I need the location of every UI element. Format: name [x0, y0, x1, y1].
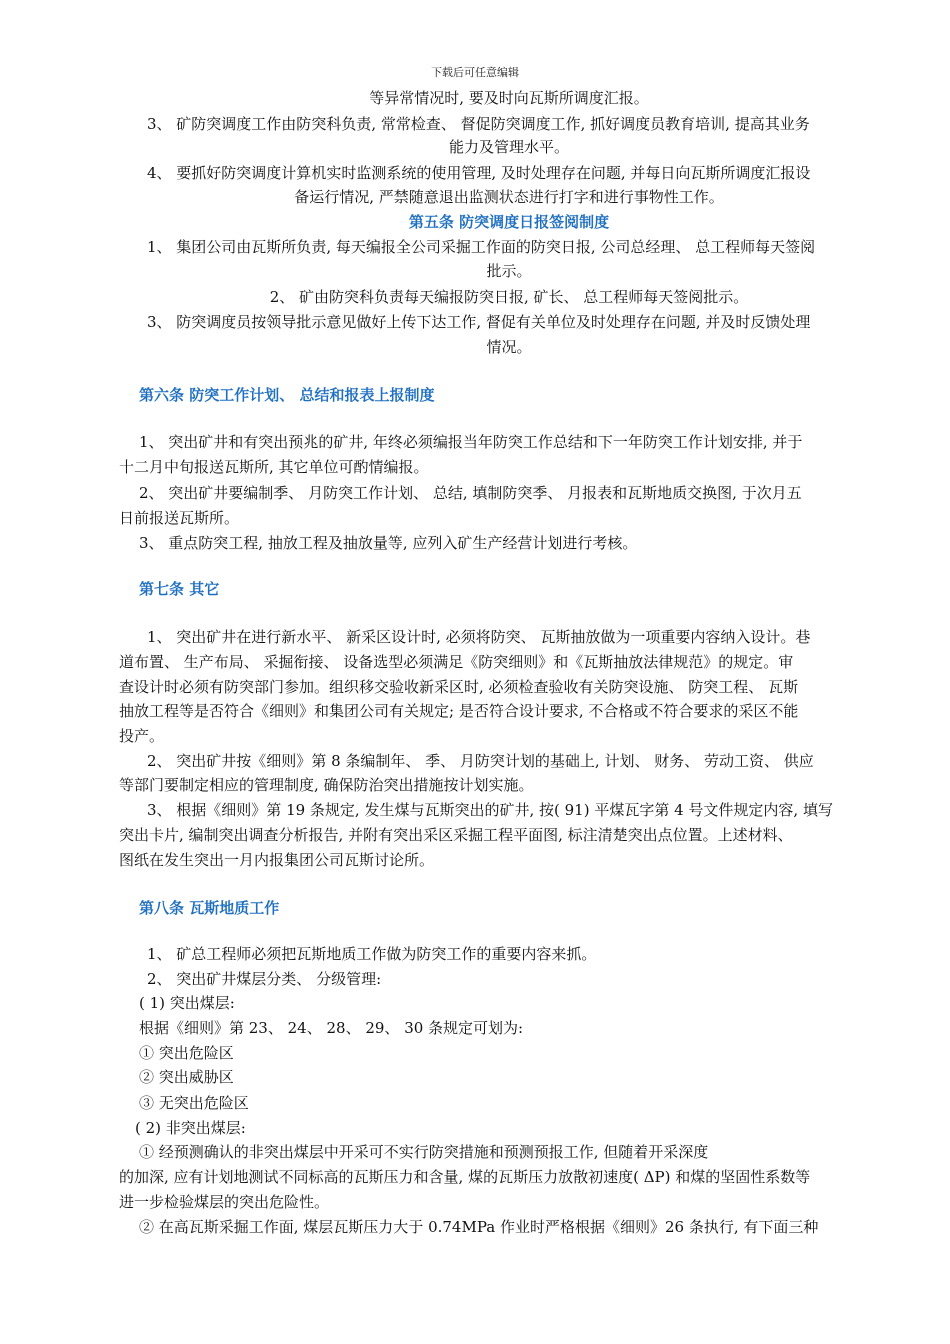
paragraph-line: 3、 防突调度员按领导批示意见做好上传下达工作, 督促有关单位及时处理存在问题, 并及时反馈处理: [147, 313, 811, 331]
paragraph-line: 3、 矿防突调度工作由防突科负责, 常常检查、 督促防突调度工作, 抓好调度员教育培训, 提高其业务: [147, 115, 810, 133]
list-item: ① 突出危险区: [139, 1044, 234, 1062]
list-item: ② 突出威胁区: [139, 1068, 234, 1086]
paragraph-line: ① 经预测确认的非突出煤层中开采可不实行防突措施和预测预报工作, 但随着开采深度: [139, 1143, 709, 1161]
page-header-note: 下载后可任意编辑: [431, 66, 519, 79]
paragraph-line: 十二月中旬报送瓦斯所, 其它单位可酌情编报。: [119, 458, 429, 476]
paragraph-line: 3、 重点防突工程, 抽放工程及抽放量等, 应列入矿生产经营计划进行考核。: [139, 534, 638, 552]
section-heading-5: 第五条 防突调度日报签阅制度: [408, 213, 610, 231]
paragraph-line: 等部门要制定相应的管理制度, 确保防治突出措施按计划实施。: [119, 776, 534, 794]
paragraph-line: 抽放工程等是否符合《细则》和集团公司有关规定; 是否符合设计要求, 不合格或不符合要求的采区不能: [119, 702, 799, 720]
paragraph-line: 1、 集团公司由瓦斯所负责, 每天编报全公司采掘工作面的防突日报, 公司总经理、 总工程师每天签阅: [147, 238, 816, 256]
paragraph-line: 的加深, 应有计划地测试不同标高的瓦斯压力和含量, 煤的瓦斯压力放散初速度( ΔP) 和煤的坚固性系数等: [119, 1168, 811, 1186]
paragraph-line: 2、 突出矿井要编制季、 月防突工作计划、 总结, 填制防突季、 月报表和瓦斯地质交换图, 于次月五: [139, 484, 802, 502]
paragraph-line: 1、 矿总工程师必须把瓦斯地质工作做为防突工作的重要内容来抓。: [147, 945, 597, 963]
paragraph-line: 4、 要抓好防突调度计算机实时监测系统的使用管理, 及时处理存在问题, 并每日向瓦斯所调度汇报设: [147, 164, 811, 182]
paragraph-line: 能力及管理水平。: [448, 138, 569, 156]
paragraph-line: 2、 突出矿井按《细则》第 8 条编制年、 季、 月防突计划的基础上, 计划、 财务、 劳动工资、 供应: [147, 752, 814, 770]
paragraph-line: 2、 突出矿井煤层分类、 分级管理:: [147, 970, 382, 988]
paragraph-line: 备运行情况, 严禁随意退出监测状态进行打字和进行事物性工作。: [294, 188, 724, 206]
list-item: ③ 无突出危险区: [139, 1094, 249, 1112]
paragraph-line: 情况。: [486, 338, 532, 356]
paragraph-line: 2、 矿由防突科负责每天编报防突日报, 矿长、 总工程师每天签阅批示。: [269, 288, 749, 306]
section-heading-7: 第七条 其它: [139, 580, 220, 598]
paragraph-line: 1、 突出矿井和有突出预兆的矿井, 年终必须编报当年防突工作总结和下一年防突工作计划安排, 并于: [139, 433, 803, 451]
paragraph-line: 等异常情况时, 要及时向瓦斯所调度汇报。: [369, 89, 649, 107]
paragraph-line: ( 2) 非突出煤层:: [135, 1119, 246, 1137]
paragraph-line: 3、 根据《细则》第 19 条规定, 发生煤与瓦斯突出的矿井, 按( 91) 平煤瓦字第 4 号文件规定内容, 填写: [147, 801, 833, 819]
paragraph-line: 批示。: [486, 262, 532, 280]
paragraph-line: 道布置、 生产布局、 采掘衔接、 设备选型必须满足《防突细则》和《瓦斯抽放法律规范》的规定。审: [119, 653, 794, 671]
paragraph-line: 1、 突出矿井在进行新水平、 新采区设计时, 必须将防突、 瓦斯抽放做为一项重要内容纳入设计。巷: [147, 628, 811, 646]
section-heading-8: 第八条 瓦斯地质工作: [139, 899, 280, 917]
paragraph-line: ( 1) 突出煤层:: [139, 994, 235, 1012]
paragraph-line: 根据《细则》第 23、 24、 28、 29、 30 条规定可划为:: [139, 1019, 524, 1037]
paragraph-line: ② 在高瓦斯采掘工作面, 煤层瓦斯压力大于 0.74MPa 作业时严格根据《细则》26 条执行, 有下面三种: [139, 1218, 819, 1236]
section-heading-6: 第六条 防突工作计划、 总结和报表上报制度: [139, 386, 435, 404]
paragraph-line: 进一步检验煤层的突出危险性。: [119, 1193, 330, 1211]
paragraph-line: 突出卡片, 编制突出调查分析报告, 并附有突出采区采掘工程平面图, 标注清楚突出点位置。上述材料、: [119, 826, 793, 844]
paragraph-line: 投产。: [119, 727, 165, 745]
paragraph-line: 图纸在发生突出一月内报集团公司瓦斯讨论所。: [119, 851, 435, 869]
paragraph-line: 日前报送瓦斯所。: [119, 509, 240, 527]
paragraph-line: 查设计时必须有防突部门参加。组织移交验收新采区时, 必须检查验收有关防突设施、 防突工程、 瓦斯: [119, 678, 799, 696]
